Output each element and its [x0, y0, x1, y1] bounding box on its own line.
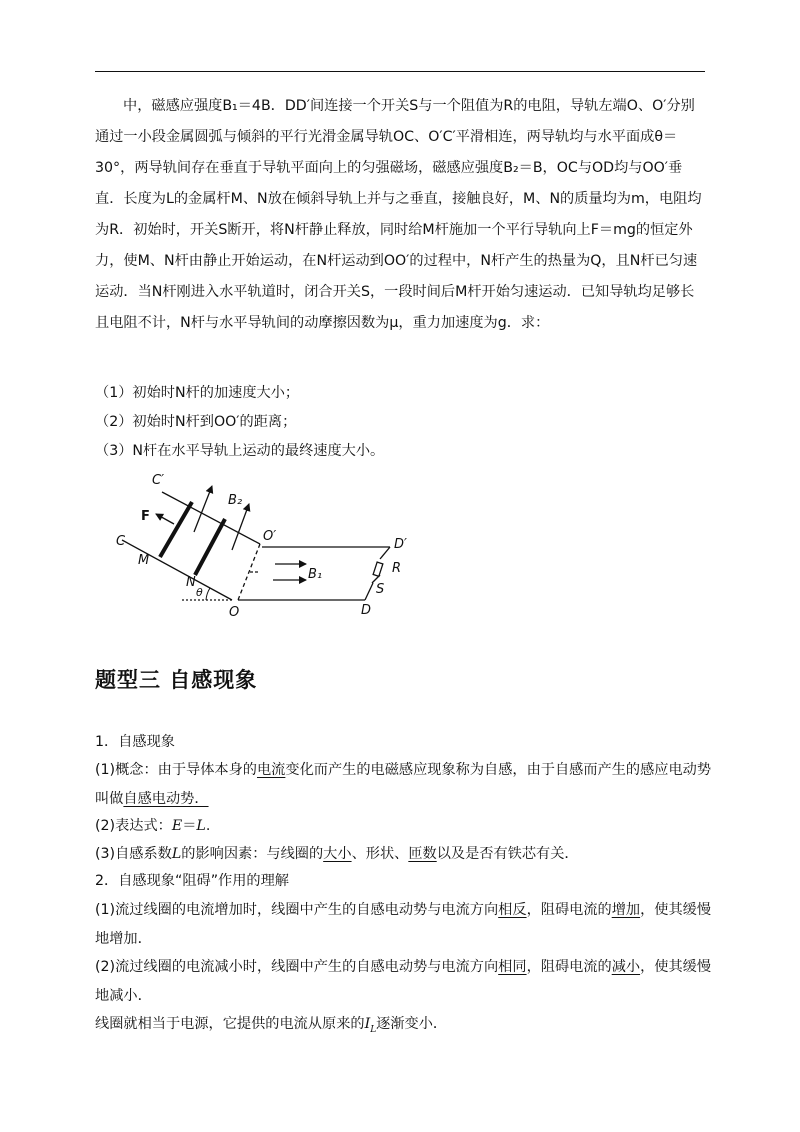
label-theta: θ	[196, 586, 203, 599]
label-s: S	[376, 582, 385, 597]
section-title: 题型三 自感现象	[95, 668, 258, 692]
label-d: D	[361, 603, 372, 618]
label-c-prime: C′	[152, 473, 165, 488]
rod-m	[160, 502, 192, 557]
label-c: C	[116, 534, 126, 549]
increase-line-2: 地增加．	[95, 931, 152, 947]
decrease-line-2: 地减小．	[95, 988, 152, 1004]
increase-line: (1)流过线圈的电流增加时，线圈中产生的自感电动势与电流方向相反，阻碍电流的增加，使其缓慢	[95, 902, 712, 918]
header-rule	[95, 71, 705, 72]
label-b1: B₁	[308, 567, 323, 582]
question-2: （2）初始时N杆到OO′的距离；	[95, 414, 297, 430]
label-b2: B₂	[228, 493, 243, 508]
rail-o-prime-c-prime	[162, 492, 260, 544]
label-m: M	[138, 553, 150, 568]
problem-paragraph: 中，磁感应强度B₁＝4B．DD′间连接一个开关S与一个阻值为R的电阻，导轨左端O、O′分别通过一小段金属圆弧与倾斜的平行光滑金属导轨OC、O′C′平滑相连，两导轨均与水平面成θ＝30°，两导轨间存在垂直于导轨平面向上的匀强磁场，磁感应强度B₂＝B，OC与OD均与OO′垂直．长度为L的金属杆M、N放在倾斜导轨上并与之垂直，接触良好，M、N的质量均为m，电阻均为R．初始时，开关S断开，将N杆静止释放，同时给M杆施加一个平行导轨向上F＝mg的恒定外力，使M、N杆由静止开始运动，在N杆运动到OO′的过程中，N杆产生的热量为Q，且N杆已匀速运动．当N杆刚进入水平轨道时，闭合开关S，一段时间后M杆开始匀速运动．已知导轨均足够长且电阻不计，N杆与水平导轨间的动摩擦因数为μ，重力加速度为g．求：	[95, 98, 702, 331]
b2-arrow	[194, 486, 212, 532]
question-1: （1）初始时N杆的加速度大小；	[95, 385, 300, 401]
label-r: R	[392, 561, 402, 576]
expression-line: (2)表达式：E＝L.	[95, 818, 211, 834]
item2-title: 2．自感现象“阻碍”作用的理解	[95, 873, 289, 889]
rail-oc	[122, 540, 232, 600]
label-f: F	[141, 509, 150, 524]
label-o-prime: O′	[263, 529, 277, 544]
question-3: （3）N杆在水平导轨上运动的最终速度大小。	[95, 443, 385, 459]
b2-arrow	[232, 504, 249, 550]
item1-title: 1．自感现象	[95, 734, 175, 750]
source-line: 线圈就相当于电源，它提供的电流从原来的$I_L$逐渐变小．	[95, 1016, 448, 1035]
label-n: N	[186, 575, 196, 590]
rod-n	[195, 519, 225, 575]
coefficient-line: (3)自感系数L的影响因素：与线圈的大小、形状、匝数以及是否有铁芯有关．	[95, 846, 579, 862]
rail-diagram	[110, 462, 430, 622]
force-f-arrow	[156, 514, 174, 524]
label-d-prime: D′	[394, 537, 407, 552]
label-o: O	[229, 605, 240, 620]
concept-line: (1)概念：由于导体本身的电流变化而产生的电磁感应现象称为自感，由于自感而产生的感应电动势	[95, 762, 712, 778]
concept-line-2: 叫做自感电动势．	[95, 791, 209, 807]
resistor-r	[373, 562, 383, 576]
decrease-line: (2)流过线圈的电流减小时，线圈中产生的自感电动势与电流方向相同，阻碍电流的减小，使其缓慢	[95, 959, 712, 975]
